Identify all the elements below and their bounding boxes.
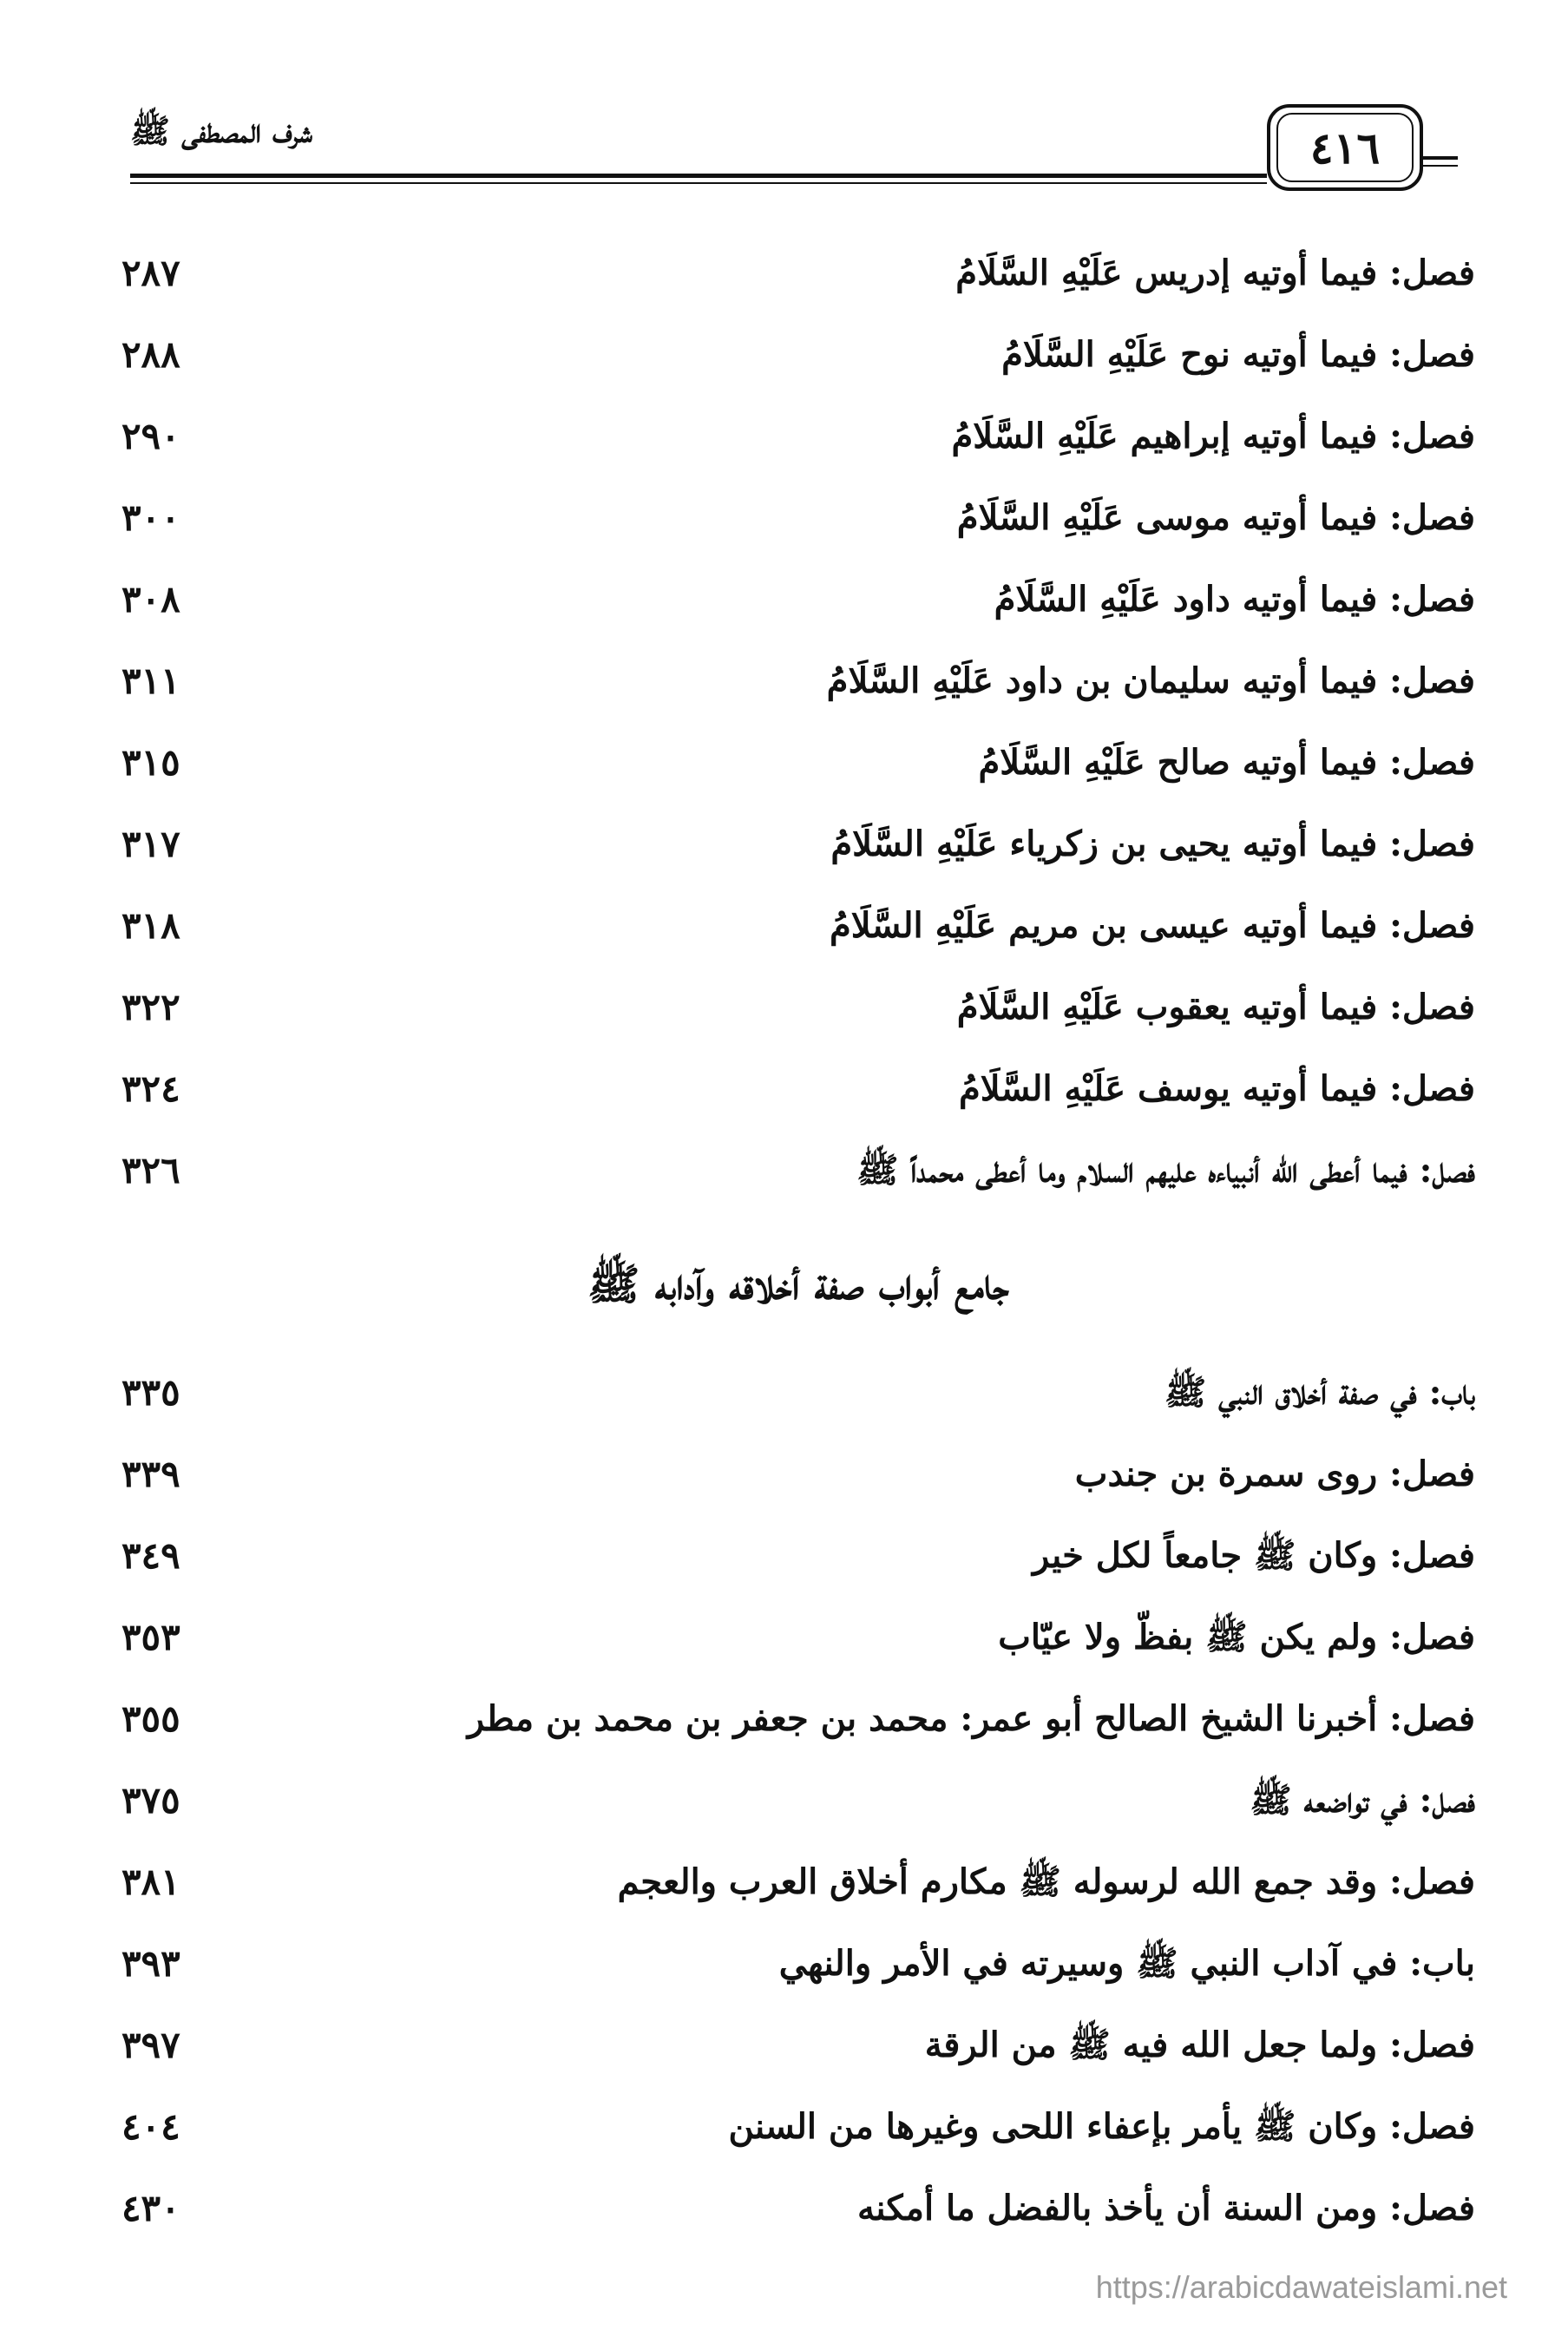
toc-entry xyxy=(121,1607,1475,1668)
toc-entry xyxy=(121,1689,1475,1749)
toc-entry-title: فصل: فيما أوتيه إدريس عَلَيْهِ السَّلَامُ xyxy=(955,253,1475,293)
toc-entry xyxy=(121,1362,1475,1423)
toc-entry-page: ٣١٥ xyxy=(121,741,180,784)
toc-entry xyxy=(121,1770,1475,1831)
toc-entry xyxy=(121,896,1475,956)
toc-entry-title: فصل: فيما أوتيه إبراهيم عَلَيْهِ السَّلَامُ xyxy=(951,416,1475,456)
watermark-url: https://arabicdawateislami.net xyxy=(1095,2269,1507,2305)
header-rule-right-thick xyxy=(1423,156,1458,160)
toc-entry-title: فصل: في تواضعه ﷺ xyxy=(1250,1780,1475,1821)
page-number-frame xyxy=(1267,104,1423,191)
section-heading: جامع أبواب صفة أخلاقه وآدابه ﷺ xyxy=(587,1258,1009,1309)
toc-entry-page: ٤٣٠ xyxy=(121,2187,180,2229)
toc-entry-title: فصل: روى سمرة بن جندب xyxy=(1074,1454,1475,1494)
toc-entry-title: فصل: فيما أوتيه يعقوب عَلَيْهِ السَّلَامُ xyxy=(956,987,1475,1027)
toc-entry-page: ٣٥٥ xyxy=(121,1697,180,1740)
toc-entry-title: فصل: فيما أوتيه داود عَلَيْهِ السَّلَامُ xyxy=(994,579,1475,620)
toc-entry-page: ٣٣٥ xyxy=(121,1371,180,1414)
toc-entry-title: فصل: أخبرنا الشيخ الصالح أبو عمر: محمد بن جعفر بن محمد بن مطر xyxy=(467,1698,1475,1739)
header-rule-thin xyxy=(130,182,1267,184)
toc-entry-page: ٢٨٧ xyxy=(121,252,180,294)
toc-entry-page: ٣٠٠ xyxy=(121,496,180,539)
page-header xyxy=(121,102,1458,198)
running-title: شرف المصطفى ﷺ xyxy=(130,111,312,150)
toc-entry xyxy=(121,1852,1475,1913)
toc-entry-page: ٢٨٨ xyxy=(121,333,180,376)
toc-entry-title: فصل: فيما أوتيه يوسف عَلَيْهِ السَّلَامُ xyxy=(958,1068,1475,1109)
toc-entry xyxy=(121,243,1475,304)
toc-entry-title: فصل: فيما أوتيه موسى عَلَيْهِ السَّلَامُ xyxy=(956,497,1475,538)
toc-entry-title: فصل: فيما أوتيه صالح عَلَيْهِ السَّلَامُ xyxy=(978,742,1475,783)
toc-entry-title: فصل: ولما جعل الله فيه ﷺ من الرقة xyxy=(924,2025,1475,2065)
toc-entry-page: ٣٩٣ xyxy=(121,1942,180,1985)
toc-entry-title: فصل: وقد جمع الله لرسوله ﷺ مكارم أخلاق العرب والعجم xyxy=(617,1861,1475,1902)
toc-entry-title: فصل: فيما أوتيه نوح عَلَيْهِ السَّلَامُ xyxy=(1001,334,1475,375)
toc-entry-page: ٣٢٦ xyxy=(121,1149,180,1191)
toc-entry xyxy=(121,977,1475,1038)
toc-entry-page: ٢٩٠ xyxy=(121,415,180,457)
toc-entry-page: ٣٧٥ xyxy=(121,1779,180,1821)
header-rule-thick xyxy=(130,174,1267,178)
toc-entry xyxy=(121,1933,1475,1994)
toc-entry-title: فصل: فيما أوتيه يحيى بن زكرياء عَلَيْهِ السَّلَامُ xyxy=(830,824,1475,864)
toc-entry xyxy=(121,1059,1475,1119)
toc-entry xyxy=(121,569,1475,630)
toc-entry-page: ٣٨١ xyxy=(121,1861,180,1903)
toc-entry-page: ٣١٨ xyxy=(121,904,180,947)
toc-entry-page: ٣٠٨ xyxy=(121,578,180,620)
toc-entry-page: ٣٥٣ xyxy=(121,1616,180,1658)
toc-entry-page: ٣٩٧ xyxy=(121,2024,180,2066)
toc-entry xyxy=(121,2097,1475,2157)
toc-entry xyxy=(121,2015,1475,2076)
toc-entry xyxy=(121,1526,1475,1586)
page-number: ٤١٦ xyxy=(1276,113,1414,182)
toc-entry xyxy=(121,732,1475,793)
toc-entry-page: ٣٢٤ xyxy=(121,1067,180,1110)
toc-entry-title: فصل: ولم يكن ﷺ بفظّ ولا عيّاب xyxy=(998,1617,1475,1657)
toc-entry-title: باب: في صفة أخلاق النبي ﷺ xyxy=(1164,1372,1475,1413)
toc-entry xyxy=(121,2178,1475,2239)
toc-entry-title: فصل: فيما أوتيه عيسى بن مريم عَلَيْهِ السَّلَامُ xyxy=(830,905,1475,946)
toc-entry-title: فصل: ومن السنة أن يأخذ بالفضل ما أمكنه xyxy=(856,2188,1475,2228)
toc-entry-page: ٤٠٤ xyxy=(121,2105,180,2148)
toc-entry-page: ٣١١ xyxy=(121,660,180,702)
toc-entry xyxy=(121,1444,1475,1505)
toc-entry xyxy=(121,651,1475,712)
toc-entry-title: باب: في آداب النبي ﷺ وسيرته في الأمر والنهي xyxy=(778,1943,1475,1984)
toc-entry-page: ٣٣٩ xyxy=(121,1453,180,1495)
toc-entry-title: فصل: فيما أوتيه سليمان بن داود عَلَيْهِ السَّلَامُ xyxy=(826,660,1475,701)
toc-entry-title: فصل: وكان ﷺ يأمر بإعفاء اللحى وغيرها من السنن xyxy=(728,2106,1475,2147)
toc-entry-title: فصل: وكان ﷺ جامعاً لكل خير xyxy=(1033,1535,1475,1576)
toc-entry xyxy=(121,406,1475,467)
toc-entry-page: ٣٢٢ xyxy=(121,986,180,1028)
toc-entry-page: ٣١٧ xyxy=(121,823,180,865)
toc-entry xyxy=(121,1140,1475,1201)
toc-entry xyxy=(121,488,1475,548)
toc-entry-page: ٣٤٩ xyxy=(121,1534,180,1577)
toc-entry xyxy=(121,814,1475,875)
toc-entry xyxy=(121,325,1475,385)
toc-entry-title: فصل: فيما أعطى الله أنبياءه عليهم السلام وما أعطى محمداً ﷺ xyxy=(856,1150,1475,1191)
header-rule-right-thin xyxy=(1423,165,1458,167)
